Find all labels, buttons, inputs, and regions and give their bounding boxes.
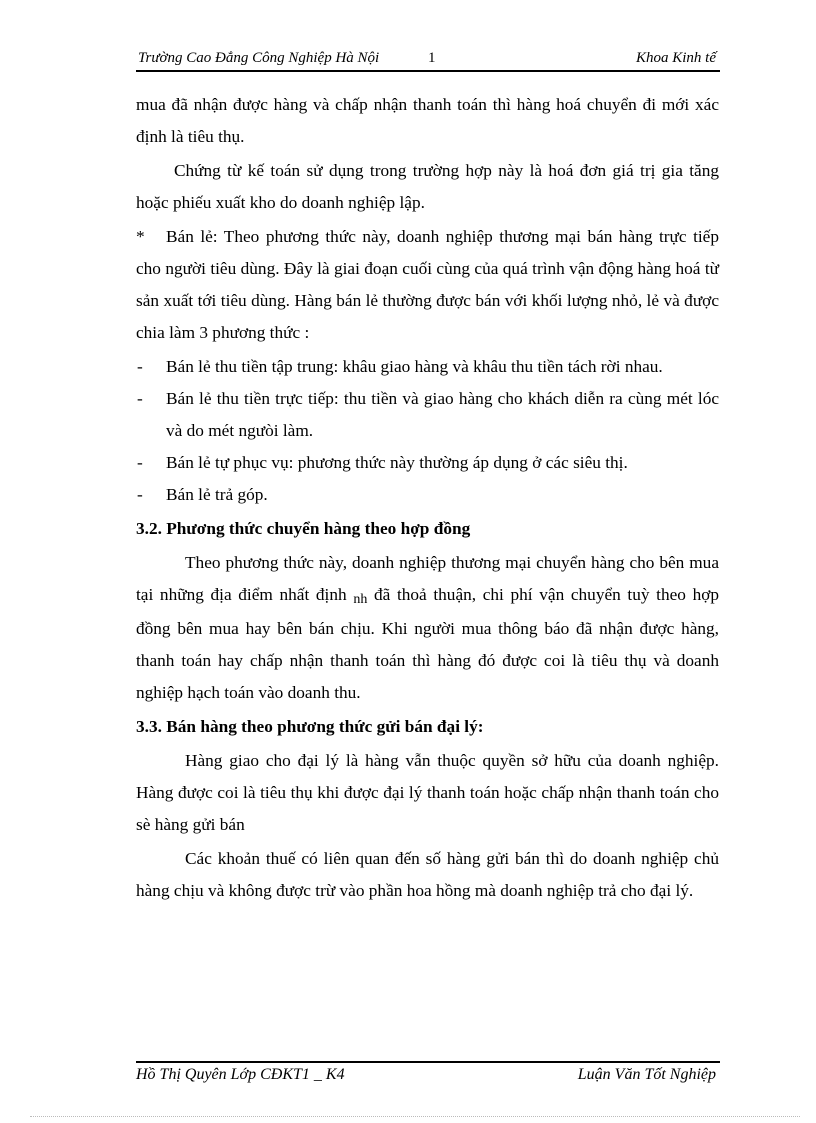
paragraph-agent: Hàng giao cho đại lý là hàng vẫn thuộc quyền sở hữu của doanh nghiệp. Hàng được coi là tiêu thụ khi được đại lý thanh toán hoặc chấp nhận thanh toán cho sè hàng gửi bán xyxy=(136,751,719,834)
list-item xyxy=(136,383,719,447)
paragraph-contract xyxy=(136,547,719,709)
bullet-marker: - xyxy=(137,485,143,504)
paragraph-tax: Các khoản thuế có liên quan đến số hàng gửi bán thì do doanh nghiệp chủ hàng chịu và không được trừ vào phần hoa hồng mà doanh nghiệp trả cho đại lý. xyxy=(136,849,719,900)
page-header xyxy=(136,48,720,72)
paragraph-contract-a: Theo phương thức này, doanh nghiệp thương mại chuyển hàng cho bên mua tại những địa điểm nhất định xyxy=(136,553,719,604)
section-heading-3-2: 3.2. Phương thức chuyển hàng theo hợp đồng xyxy=(136,519,471,538)
list-item-text: Bán lẻ thu tiền tập trung: khâu giao hàng và khâu thu tiền tách rời nhau. xyxy=(166,357,663,376)
list-item-text: Bán lẻ thu tiền trực tiếp: thu tiền và giao hàng cho khách diễn ra cùng mét lóc và do mét ngưòi làm. xyxy=(166,389,719,440)
list-item-text: Bán lẻ trả góp. xyxy=(166,485,268,504)
section-heading-3-3: 3.3. Bán hàng theo phương thức gửi bán đại lý: xyxy=(136,717,484,736)
list-item xyxy=(136,479,719,511)
footer-title: Luận Văn Tốt Nghiệp xyxy=(577,1066,716,1083)
bullet-marker: - xyxy=(137,389,143,408)
header-school: Trường Cao Đẳng Công Nghiệp Hà Nội xyxy=(138,50,380,66)
paragraph-1: mua đã nhận được hàng và chấp nhận thanh toán thì hàng hoá chuyển đi mới xác định là tiêu thụ. xyxy=(136,95,719,146)
asterisk-marker: * xyxy=(136,227,145,246)
footer-author: Hồ Thị Quyên Lớp CĐKT1 _ K4 xyxy=(136,1066,345,1083)
list-item-text: Bán lẻ tự phục vụ: phương thức này thường áp dụng ở các siêu thị. xyxy=(166,453,628,472)
paragraph-retail-text: Bán lẻ: Theo phương thức này, doanh nghiệp thương mại bán hàng trực tiếp cho người tiêu dùng. Đây là giai đoạn cuối cùng của quá trình vận động hàng hoá từ sản xuất tới tiêu dùng. Hàng bán lẻ thường được bán với khối lượng nhỏ, lẻ và được chia làm 3 phương thức : xyxy=(136,227,719,342)
page-footer xyxy=(136,1061,720,1093)
paragraph-contract-b: đã thoả thuận, chi phí vận chuyển tuỳ theo hợp đồng bên mua hay bên bán chịu. Khi người mua thông báo đã nhận được hàng, thanh toán hay chấp nhận thanh toán thì hàng đó được coi là tiêu thụ và doanh nghiệp hạch toán vào doanh thu. xyxy=(136,585,719,702)
paragraph-retail xyxy=(136,221,719,349)
document-body xyxy=(136,89,719,909)
header-department: Khoa Kinh tế xyxy=(635,50,716,66)
header-page-number: 1 xyxy=(428,50,436,66)
paragraph-2: Chứng từ kế toán sử dụng trong trường hợp này là hoá đơn giá trị gia tăng hoặc phiếu xuất kho do doanh nghiệp lập. xyxy=(136,161,719,212)
page-edge-divider xyxy=(30,1116,800,1117)
stray-fragment: nh xyxy=(353,592,368,607)
list-item xyxy=(136,447,719,479)
bullet-marker: - xyxy=(137,357,143,376)
list-item xyxy=(136,351,719,383)
bullet-marker: - xyxy=(137,453,143,472)
